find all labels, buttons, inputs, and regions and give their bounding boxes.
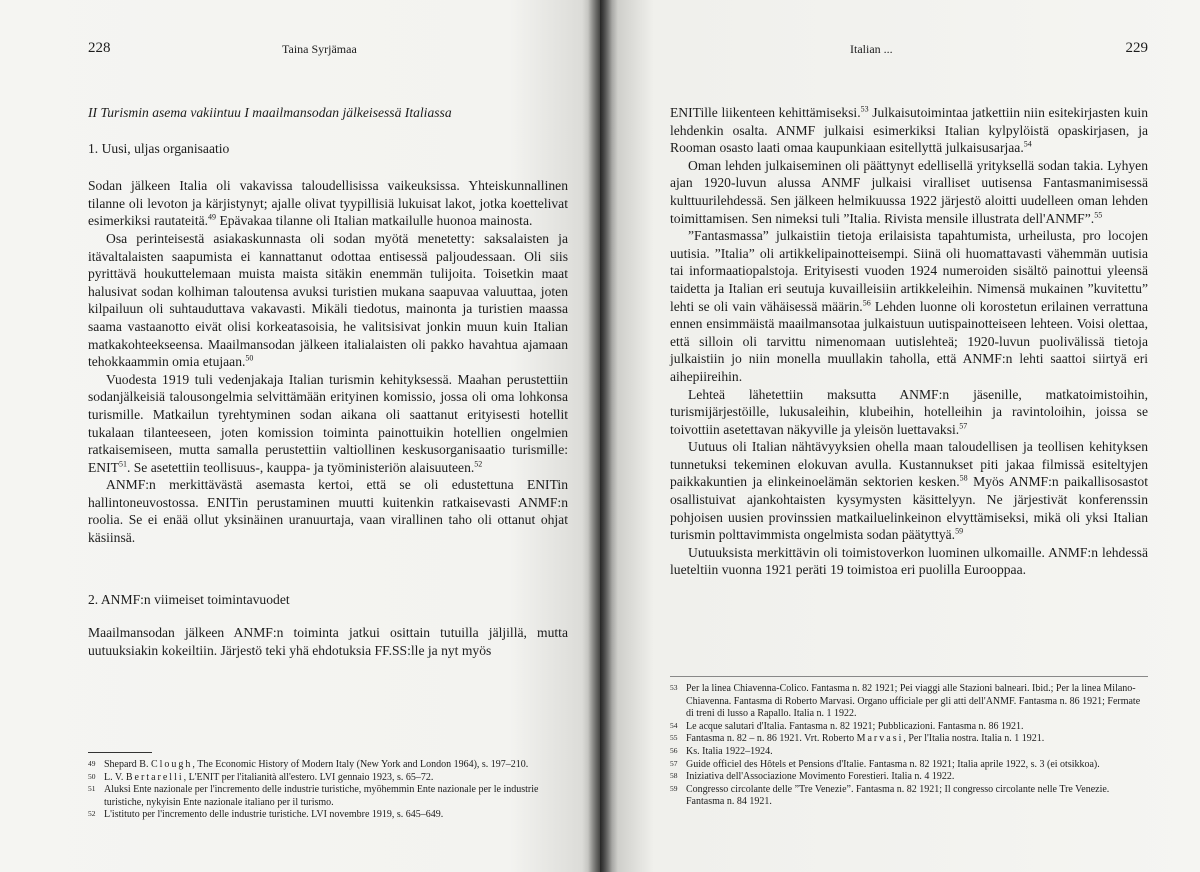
footnote-52: 52 L'istituto per l'incremento delle industrie turistiche. LVI novembre 1919, s. 645–649. xyxy=(88,809,444,821)
subheading-1: 1. Uusi, uljas organisaatio xyxy=(88,140,230,156)
footnote-rule xyxy=(88,752,152,753)
footnote-51: 51 Aluksi Ente nazionale per l'incremento delle industrie turistiche, myöhemmin Ente nazionale per le industrie turistiche, nykyisin Ente nazionale italiano per il turismo. xyxy=(88,784,539,808)
left-paragraph-1: Sodan jälkeen Italia oli vakavissa taloudellisissa vaikeuksissa. Yhteiskunnallinen tilanne oli levoton ja kärjistynyt; ajalle olivat tyypillisiä lukuisat lakot, jotka koettelivat esimerkiksi rautateitä.$^{49}$ Epävakaa tilanne oli Italian matkailulle huonoa mainosta. xyxy=(88,178,568,229)
left-running-head xyxy=(88,40,568,62)
footnote-56: 56 Ks. Italia 1922–1924. xyxy=(670,745,773,757)
left-running-head-text: Taina Syrjämaa xyxy=(282,42,357,56)
footnote-57: 57 Guide officiel des Hôtels et Pensions d'Italie. Fantasma n. 82 1921; Italia aprile 1922, s. 3 (ei otsikkoa). xyxy=(670,758,1100,770)
left-page-number: 228 xyxy=(88,40,111,56)
left-footnotes xyxy=(88,752,568,822)
right-paragraph-3: ”Fantasmassa” julkaistiin tietoja erilaisista tapahtumista, urheilusta, pro locojen uutisia. ”Italia” oli artikkelipainotteisempi. Siinä oli huomattavasti vähemmän uutisia tai informaatiopalstoja. Erityisesti vuoden 1924 numeroiden sisältö painottui yleensä taidetta ja Italian eri seutuja kuvailleisiin artikkeleihin. Nimensä mukainen ”kuvitettu” lehti se oli vain vähäisessä määrin.$^{56}$ Lehden luonne oli korostetun erilainen verrattuna ennen ensimmäistä maailmansotaa julkaistuun uutispainotteiseen lehteen. Voisi olettaa, että silloin oli tarvittu nimenomaan uutislehteä; 1920-luvun puolivälissä tietoja julkaistiin jo niin monella muullakin taholla, että ANMF:n lehti saattoi siirtyä eri aihepiireihin. xyxy=(670,228,1148,384)
right-running-head xyxy=(670,40,1148,62)
right-paragraph-5: Uutuus oli Italian nähtävyyksien ohella maan taloudellisen ja teollisen kehityksen tunnetuksi tekeminen elokuvan avulla. Kustannukset piti jakaa filmissä esiteltyjen paikkakuntien ja elinkeinoelämän sektorien kesken.$^{58}$ Myös ANMF:n paikallisosastot osallistuivat ajankohtaisten kysymysten käsittelyyn. Ne järjestivät konferenssin pohjoisen uusien provinssien matkailuelinkeinon elvyttämiseksi, mikä oli yksi Italian turismin polttavimmista ongelmista sodan päätyttyä.$^{59}$ xyxy=(670,439,1148,543)
right-running-head-text: Italian ... xyxy=(850,42,893,56)
footnote-55: 55 Fantasma n. 82 – n. 86 1921. Vrt. Roberto Marvasi, Per l'Italia nostra. Italia n. 1 1921. xyxy=(670,733,1045,745)
footnote-rule-right xyxy=(670,676,1148,677)
right-paragraph-1: ENITille liikenteen kehittämiseksi.$^{53}$ Julkaisutoimintaa jatkettiin niin esitekirjasten kuin lehdenkin osalta. ANMF julkaisi esimerkiksi Italian kylpylöistä opaskirjasen, ja Rooman osasto laati omaa kaupunkiaan esitellyttä julkaisusarjaa.$^{54}$ xyxy=(670,104,1148,156)
section-heading: II Turismin asema vakiintuu I maailmansodan jälkeisessä Italiassa xyxy=(88,105,452,120)
right-paragraph-6: Uutuuksista merkittävin oli toimistoverkon luominen ulkomaille. ANMF:n lehdessä lueteltiin vuonna 1921 peräti 19 toimistoa eri puolilla Eurooppaa. xyxy=(670,544,1148,578)
footnote-50: 50 L. V. Bertarelli, L'ENIT per l'italianità all'estero. LVI gennaio 1923, s. 65–72. xyxy=(88,771,434,783)
left-paragraph-2: Osa perinteisestä asiakaskunnasta oli sodan myötä menetetty: saksalaisten ja itävaltalaisten saapumista ei kannattanut odottaa entisessä paljoudessaan. Oli siis pyrittävä houkuttelemaan muista maista sitäkin enemmän tulijoita. Toisetkin maat halusivat sodan kolhiman taloutensa avuksi turistien mukana saapuvaa valuuttaa, joten kilpailuun oli suhtauduttava vakavasti. Mikäli tiedotus, mainonta ja turistien maassa saama vastaanotto eivät olisi korkeatasoisia, he valitsisivat jonkin muun kuin Italian matkakohteekseensa. Maailmansodan jälkeen italialaisten oli pakko havahtua ajamaan tehokkaammin omia etujaan.$^{50}$ xyxy=(88,230,568,370)
right-footnotes xyxy=(670,676,1148,809)
footnote-58: 58 Iniziativa dell'Associazione Movimento Forestieri. Italia n. 4 1922. xyxy=(670,771,955,783)
footnote-59: 59 Congresso circolante delle ”Tre Venezie”. Fantasma n. 82 1921; Il congresso circolante nelle Tre Venezie. Fantasma n. 84 1921. xyxy=(670,783,1110,808)
right-paragraph-2: Oman lehden julkaiseminen oli päättynyt edellisellä yrityksellä sodan takia. Lyhyen ajan 1920-luvun alussa ANMF julkaisi viralliset uutisensa Fantasmanimisessä kulttuurilehdessä. Sen jälkeen helmikuussa 1922 järjestö aloitti uudelleen oman lehden toimittamisen. Sen nimeksi tuli ”Italia. Rivista mensile illustrata dell'ANMF”.$^{55}$ xyxy=(670,157,1148,226)
right-paragraph-4: Lehteä lähetettiin maksutta ANMF:n jäsenille, matkatoimistoihin, turismijärjestöille, lukusaleihin, klubeihin, hotelleihin ja ravintoloihin, joissa se toivottiin asetettavan näkyville ja yleisön luettavaksi.$^{57}$ xyxy=(670,386,1148,437)
right-page xyxy=(600,0,1200,872)
footnote-53: 53 Per la linea Chiavenna-Colico. Fantasma n. 82 1921; Pei viaggi alle Stazioni balneari. Ibid.; Per la linea Milano-Chiavenna. Fantasma di Roberto Marvasi. Organo ufficiale per gli atti dell'ANMF. Fantasma n. 86 1921; Fermate di treni di lusso a Rapallo. Italia n. 1 1922. xyxy=(670,683,1141,720)
subheading-2: 2. ANMF:n viimeiset toimintavuodet xyxy=(88,591,290,607)
footnote-49: 49 Shepard B. Clough, The Economic History of Modern Italy (New York and London 1964), s. 197–210. xyxy=(88,759,529,770)
left-paragraph-3: Vuodesta 1919 tuli vedenjakaja Italian turismin kehityksessä. Maahan perustettiin sodanjälkeisiä talousongelmia selvittämään erityinen komissio, jossa oli oma lohkonsa turismille. Matkailun tyrehtyminen sodan aikana oli saattanut erityisesti hotellit tukalaan tilanteeseen, joten komission toiminta painottuikin hotellien ongelmien ratkaisemiseen, mutta samalla perustettiin valtiollinen keskusorganisaatio turismille: ENIT$^{51}$. Se asetettiin teollisuus-, kauppa- ja työministeriön alaisuuteen.$^{52}$ xyxy=(88,371,568,475)
left-paragraph-4: ANMF:n merkittävästä asemasta kertoi, että se oli edustettuna ENITin hallintoneuvostossa. ENITin perustaminen muutti kuitenkin ratkaisevasti ANMF:n roolia. Se ei enää ollut yksinäinen uranuurtaja, vaan virallinen taho oli ottanut ohjat käsiinsä. xyxy=(88,477,568,546)
left-paragraph-5: Maailmansodan jälkeen ANMF:n toiminta jatkui osittain tutuilla jäljillä, mutta uutuuksiakin kokeiltiin. Järjestö teki yhä ehdotuksia FF.SS:lle ja nyt myös xyxy=(88,625,568,658)
left-body xyxy=(88,104,568,659)
footnote-54: 54 Le acque salutari d'Italia. Fantasma n. 82 1921; Pubblicazioni. Fantasma n. 86 1921. xyxy=(670,720,1024,732)
right-page-number: 229 xyxy=(1125,40,1148,56)
right-body xyxy=(670,104,1148,579)
